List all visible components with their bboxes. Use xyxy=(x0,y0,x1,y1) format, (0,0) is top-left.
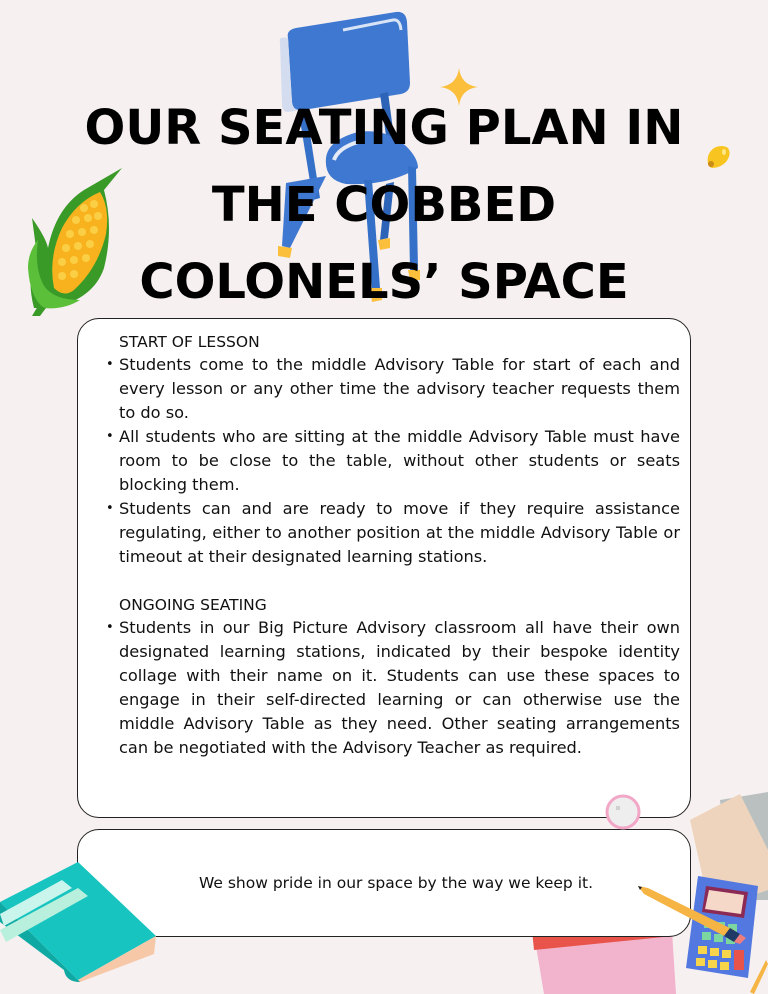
title-line-3: COLONELS’ SPACE xyxy=(139,254,629,310)
start-of-lesson-list xyxy=(119,353,680,569)
title-line-1: OUR SEATING PLAN IN xyxy=(84,100,684,156)
list-item: • Students can and are ready to move if they require assistance regulating, either to another position at the middle Advisory Table or timeout at their designated learning stations. xyxy=(119,497,680,569)
motto-text: We show pride in our space by the way we keep it. xyxy=(198,874,594,892)
pencil-icon xyxy=(636,884,746,944)
seating-rules-card xyxy=(77,318,691,818)
section-heading-start-of-lesson: START OF LESSON xyxy=(119,333,260,351)
section-spacer xyxy=(119,569,680,594)
list-item: • Students come to the middle Advisory Table for start of each and every lesson or any other time the advisory teacher requests them to do so. xyxy=(119,353,680,425)
section-heading-ongoing-seating: ONGOING SEATING xyxy=(119,596,267,614)
list-item: • Students in our Big Picture Advisory classroom all have their own designated learning stations, indicated by their bespoke identity collage with their name on it. Students can use these spaces to engage in their self-directed learning or can otherwise use the middle Advisory Table as they need. Other seating arrangements can be negotiated with the Advisory Teacher as required. xyxy=(119,616,680,760)
list-item: • All students who are sitting at the middle Advisory Table must have room to be close to the table, without other students or seats blocking them. xyxy=(119,425,680,497)
ongoing-seating-list xyxy=(119,616,680,760)
magnifier-icon xyxy=(598,792,648,832)
title-line-2: THE COBBED xyxy=(211,177,557,233)
page-title xyxy=(0,90,768,321)
pencil-tip-icon xyxy=(748,960,768,994)
book-icon xyxy=(0,862,160,982)
motto-card xyxy=(77,829,691,937)
